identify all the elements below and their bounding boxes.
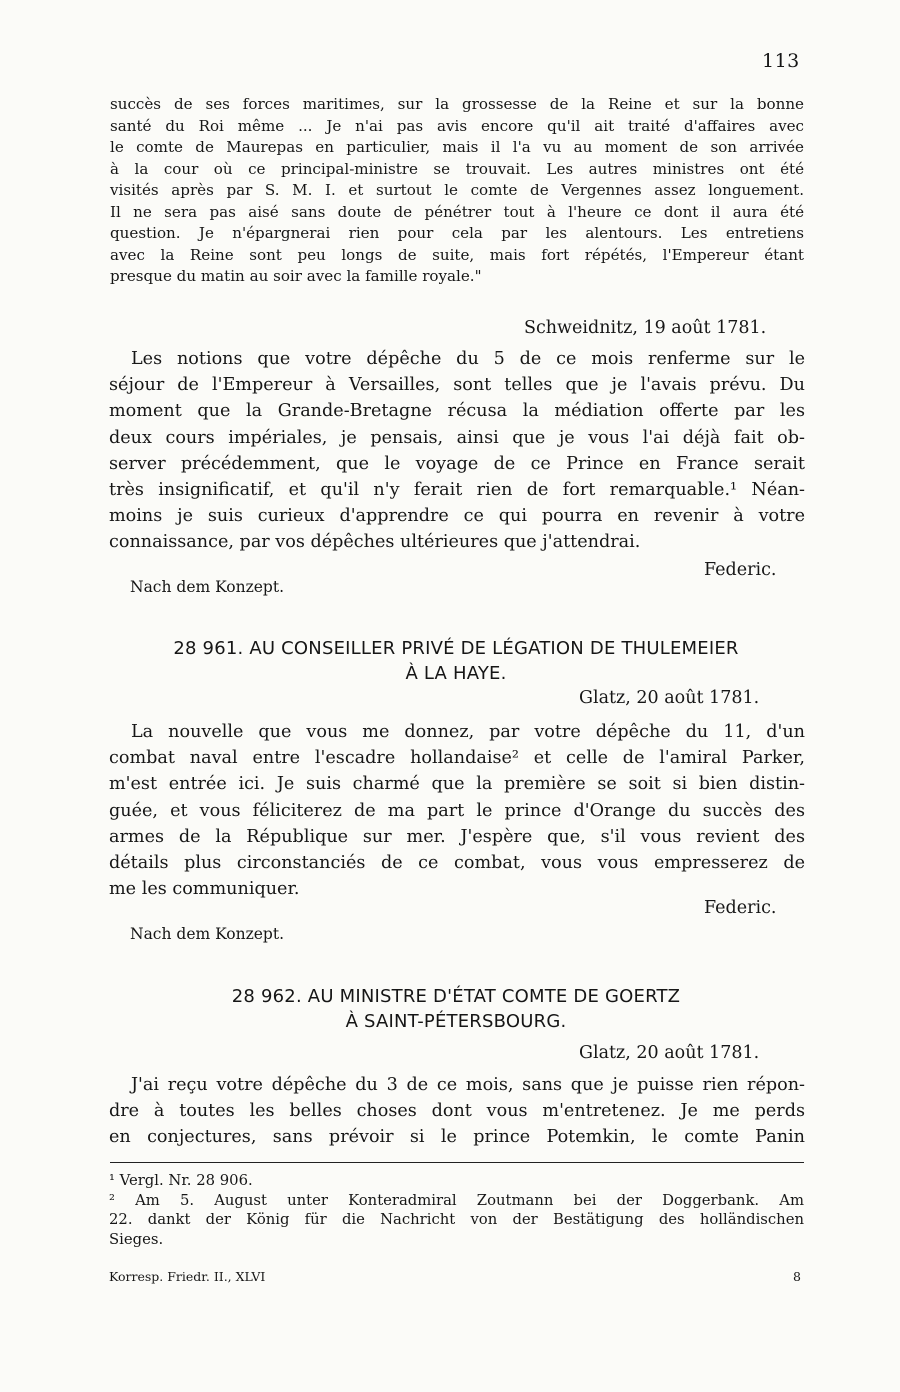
text-line: La nouvelle que vous me donnez, par votre dépêche du 11, d'un	[131, 722, 805, 742]
text-line: question. Je n'épargnerai rien pour cela par les alentours. Les entretiens	[110, 224, 804, 242]
text-line: moment que la Grande-Bretagne récusa la médiation offerte par les	[109, 401, 805, 422]
heading-line: À SAINT-PÉTERSBOURG.	[345, 1011, 567, 1032]
text-line: en conjectures, sans prévoir si le prince Potemkin, le comte Panin	[109, 1127, 805, 1148]
heading-line: 28 961. AU CONSEILLER PRIVÉ DE LÉGATION DE THULEMEIER	[173, 638, 739, 659]
footnote: ² Am 5. August unter Konteradmiral Zoutmann bei der Doggerbank. Am	[109, 1191, 804, 1209]
footnotes	[109, 1171, 804, 1249]
source-note: Nach dem Konzept.	[130, 925, 285, 943]
signature: Federic.	[704, 898, 777, 918]
heading-line: À LA HAYE.	[405, 663, 507, 684]
footer-sheet-number: 8	[793, 1269, 801, 1284]
footnote: 22. dankt der König für die Nachricht von der Bestätigung des holländischen	[109, 1211, 804, 1228]
signature: Federic.	[704, 560, 777, 580]
text-line: à la cour où ce principal-ministre se trouvait. Les autres ministres ont été	[110, 159, 804, 178]
text-line: armes de la République sur mer. J'espère que, s'il vous revient des	[109, 826, 805, 847]
text-line: santé du Roi même ... Je n'ai pas avis encore qu'il ait traité d'affaires avec	[110, 116, 804, 135]
source-note: Nach dem Konzept.	[130, 578, 285, 596]
page-number: 113	[762, 50, 800, 72]
text-line: Les notions que votre dépêche du 5 de ce mois renferme sur le	[131, 349, 805, 369]
text-line: moins je suis curieux d'apprendre ce qui pourra en revenir à votre	[109, 506, 805, 527]
text-line: J'ai reçu votre dépêche du 3 de ce mois, sans que je puisse rien répon-	[131, 1075, 805, 1095]
letter-body	[109, 1072, 805, 1151]
footer-signature-mark: Korresp. Friedr. II., XLVI	[109, 1269, 266, 1284]
text-line: succès de ses forces maritimes, sur la grossesse de la Reine et sur la bonne	[110, 95, 804, 113]
text-line: server précédemment, que le voyage de ce Prince en France serait	[109, 453, 805, 474]
text-line: m'est entrée ici. Je suis charmé que la première se soit si bien distin-	[109, 774, 805, 795]
text-line: très insignificatif, et qu'il n'y ferait rien de fort remarquable.¹ Néan-	[109, 480, 805, 501]
letter-body	[109, 719, 805, 902]
dateline: Glatz, 20 août 1781.	[579, 688, 760, 708]
intro-paragraph	[110, 94, 804, 288]
letter-heading	[100, 636, 812, 686]
footnote: ¹ Vergl. Nr. 28 906.	[109, 1172, 253, 1189]
footnote-rule	[110, 1162, 804, 1163]
text-line: visités après par S. M. I. et surtout le comte de Vergennes assez longuement.	[110, 181, 804, 199]
text-line: séjour de l'Empereur à Versailles, sont telles que je l'avais prévu. Du	[109, 375, 805, 396]
text-line: deux cours impériales, je pensais, ainsi que je vous l'ai déjà fait ob-	[109, 427, 805, 448]
text-line: presque du matin au soir avec la famille royale."	[110, 267, 482, 285]
text-line: combat naval entre l'escadre hollandaise² et celle de l'amiral Parker,	[109, 748, 805, 769]
text-line: avec la Reine sont peu longs de suite, mais fort répétés, l'Empereur étant	[110, 245, 804, 264]
text-line: me les communiquer.	[109, 879, 300, 900]
text-line: connaissance, par vos dépêches ultérieures que j'attendrai.	[109, 532, 641, 553]
letter-heading	[100, 984, 812, 1034]
text-line: guée, et vous féliciterez de ma part le prince d'Orange du succès des	[109, 800, 805, 821]
text-line: Il ne sera pas aisé sans doute de pénétrer tout à l'heure ce dont il aura été	[110, 202, 804, 221]
footnote: Sieges.	[109, 1230, 164, 1248]
heading-line: 28 962. AU MINISTRE D'ÉTAT COMTE DE GOERTZ	[231, 986, 681, 1007]
letter-body	[109, 346, 805, 556]
text-line: détails plus circonstanciés de ce combat, vous vous empresserez de	[109, 853, 805, 874]
text-line: dre à toutes les belles choses dont vous m'entretenez. Je me perds	[109, 1101, 805, 1122]
text-line: le comte de Maurepas en particulier, mais il l'a vu au moment de son arrivée	[110, 138, 804, 156]
dateline: Glatz, 20 août 1781.	[579, 1043, 760, 1063]
dateline: Schweidnitz, 19 août 1781.	[524, 318, 767, 338]
